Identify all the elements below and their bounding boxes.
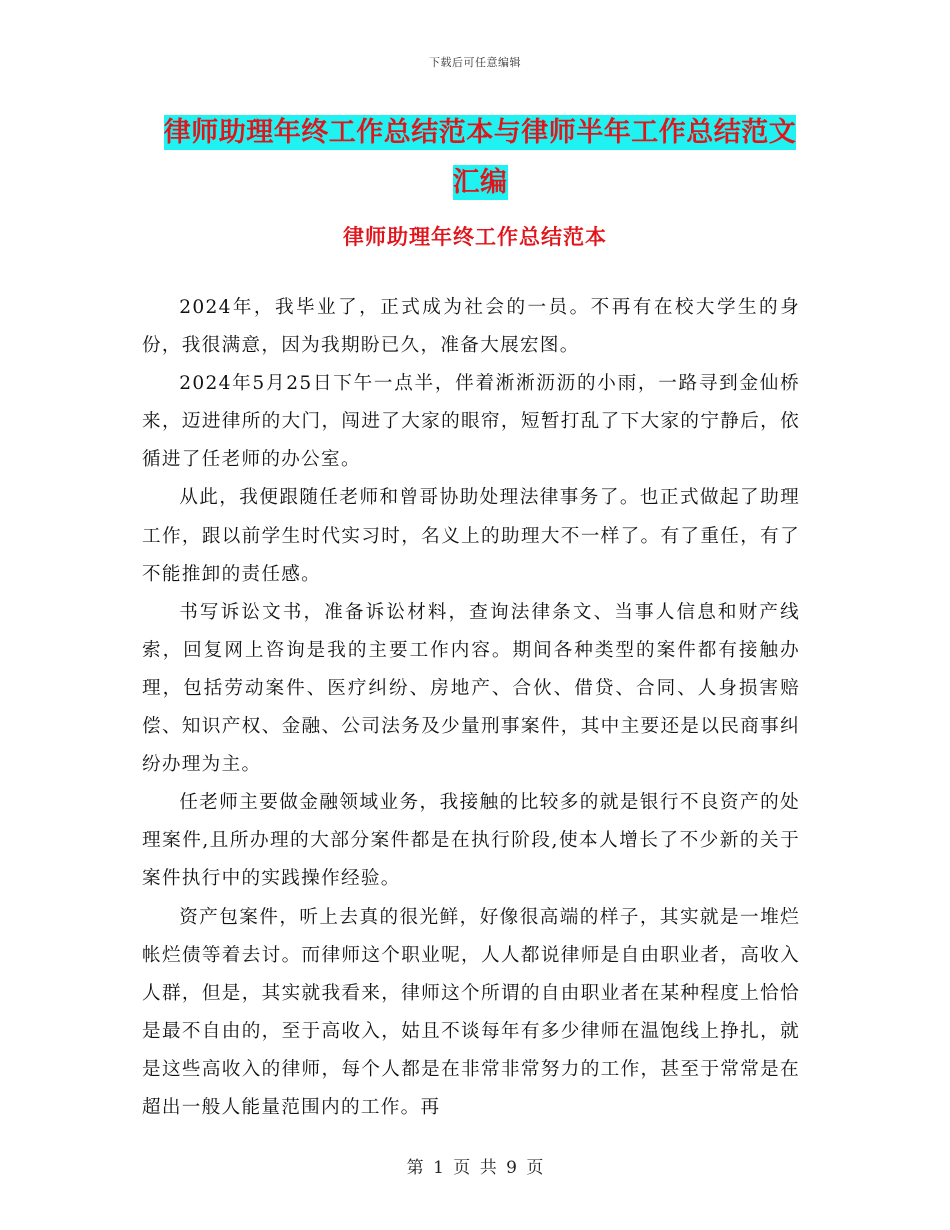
document-title-line-1 (140, 108, 820, 158)
paragraph: 资产包案件，听上去真的很光鲜，好像很高端的样子，其实就是一堆烂帐烂债等着去讨。而律师这个职业呢，人人都说律师是自由职业者，高收入人群，但是，其实就我看来，律师这个所谓的自由职业者在某种程度上恰恰是最不自由的，至于高收入，姑且不谈每年有多少律师在温饱线上挣扎，就是这些高收入的律师，每个人都是在非常非常努力的工作，甚至于常常是在超出一般人能量范围内的工作。再 (142, 906, 800, 1118)
paragraph: 任老师主要做金融领域业务，我接触的比较多的就是银行不良资产的处理案件,且所办理的大部分案件都是在执行阶段,使本人增长了不少新的关于案件执行中的实践操作经验。 (142, 792, 800, 890)
page-footer: 第 1 页 共 9 页 (406, 1158, 544, 1178)
body-text (142, 289, 800, 1127)
paragraph: 从此，我便跟随任老师和曾哥协助处理法律事务了。也正式做起了助理工作，跟以前学生时代实习时，名义上的助理大不一样了。有了重任，有了不能推卸的责任感。 (142, 487, 800, 585)
title-highlight-2: 汇编 (452, 167, 508, 198)
header-note: 下载后可任意编辑 (429, 56, 521, 69)
paragraph: 2024年5月25日下午一点半，伴着淅淅沥沥的小雨，一路寻到金仙桥来，迈进律所的大门，闯进了大家的眼帘，短暂打乱了下大家的宁静后，依循进了任老师的办公室。 (142, 373, 800, 471)
section-title: 律师助理年终工作总结范本 (343, 225, 607, 249)
document-title (140, 108, 820, 208)
title-highlight-1: 律师助理年终工作总结范本与律师半年工作总结范文 (163, 117, 797, 148)
document-title-line-2 (140, 158, 820, 208)
paragraph: 2024年，我毕业了，正式成为社会的一员。不再有在校大学生的身份，我很满意，因为我期盼已久，准备大展宏图。 (142, 297, 800, 357)
paragraph: 书写诉讼文书，准备诉讼材料，查询法律条文、当事人信息和财产线索，回复网上咨询是我的主要工作内容。期间各种类型的案件都有接触办理，包括劳动案件、医疗纠纷、房地产、合伙、借贷、合同、人身损害赔偿、知识产权、金融、公司法务及少量刑事案件，其中主要还是以民商事纠纷办理为主。 (142, 601, 800, 776)
